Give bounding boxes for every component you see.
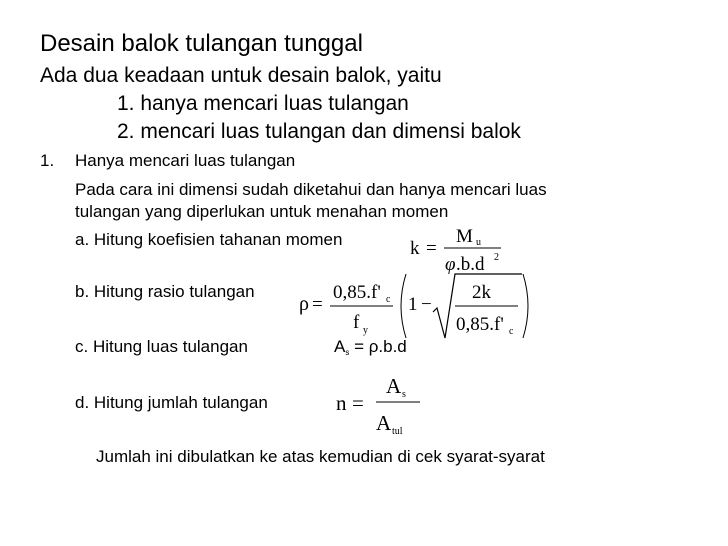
formula-as-sub: s bbox=[345, 348, 350, 357]
formula-as-rest: = ρ.b.d bbox=[349, 337, 407, 356]
section-body-line-2: tulangan yang diperlukan untuk menahan momen bbox=[75, 202, 449, 221]
step-a-label: a. Hitung koefisien tahanan momen bbox=[75, 230, 343, 249]
formula-rho-num-sub: c bbox=[386, 294, 391, 305]
formula-rho-eq: = bbox=[312, 294, 323, 315]
formula-rho-inner-num: 2k bbox=[472, 282, 491, 303]
formula-rho-right-paren bbox=[523, 274, 528, 338]
case-item-2: 2. mencari luas tulangan dan dimensi balok bbox=[117, 120, 521, 143]
formula-rho-den-sub: y bbox=[363, 325, 368, 336]
formula-n-den-sub: tul bbox=[392, 426, 403, 437]
formula-rho bbox=[290, 268, 540, 348]
case-item-1: 1. hanya mencari luas tulangan bbox=[117, 92, 409, 115]
formula-k-lhs: k bbox=[410, 238, 420, 259]
step-b-label: b. Hitung rasio tulangan bbox=[75, 282, 255, 301]
formula-k-num: M bbox=[456, 226, 473, 247]
formula-k-eq: = bbox=[426, 238, 437, 259]
formula-n-num: A bbox=[386, 374, 402, 398]
formula-as-main: A bbox=[334, 337, 346, 356]
slide-title: Desain balok tulangan tunggal bbox=[40, 30, 363, 57]
formula-n-eq: = bbox=[352, 391, 364, 415]
formula-rho-minus: − bbox=[421, 294, 432, 315]
formula-k-phi: φ bbox=[445, 254, 456, 275]
section-body-line-1: Pada cara ini dimensi sudah diketahui dan hanya mencari luas bbox=[75, 180, 547, 199]
formula-rho-num: 0,85.f' bbox=[333, 282, 381, 303]
formula-k-den-sup: 2 bbox=[494, 252, 499, 263]
formula-n-num-sub: s bbox=[402, 389, 406, 400]
formula-n-lhs: n bbox=[336, 391, 347, 415]
rounding-note: Jumlah ini dibulatkan ke atas kemudian di cek syarat-syarat bbox=[96, 447, 545, 466]
formula-rho-left-paren bbox=[401, 274, 406, 338]
formula-k-num-sub: u bbox=[476, 237, 481, 248]
formula-as bbox=[334, 337, 407, 357]
section-heading: Hanya mencari luas tulangan bbox=[75, 151, 296, 170]
formula-rho-one: 1 bbox=[408, 294, 418, 315]
intro-text: Ada dua keadaan untuk desain balok, yaitu bbox=[40, 64, 442, 87]
formula-rho-den: f bbox=[353, 312, 360, 333]
formula-rho-lhs: ρ bbox=[299, 293, 309, 315]
step-c-label: c. Hitung luas tulangan bbox=[75, 337, 248, 356]
formula-rho-inner-den: 0,85.f' bbox=[456, 314, 504, 335]
formula-rho-inner-den-sub: c bbox=[509, 326, 514, 337]
formula-n bbox=[330, 368, 440, 440]
section-number: 1. bbox=[40, 151, 55, 170]
formula-k-den: .b.d bbox=[456, 254, 485, 275]
formula-n-den: A bbox=[376, 411, 392, 435]
step-d-label: d. Hitung jumlah tulangan bbox=[75, 393, 268, 412]
